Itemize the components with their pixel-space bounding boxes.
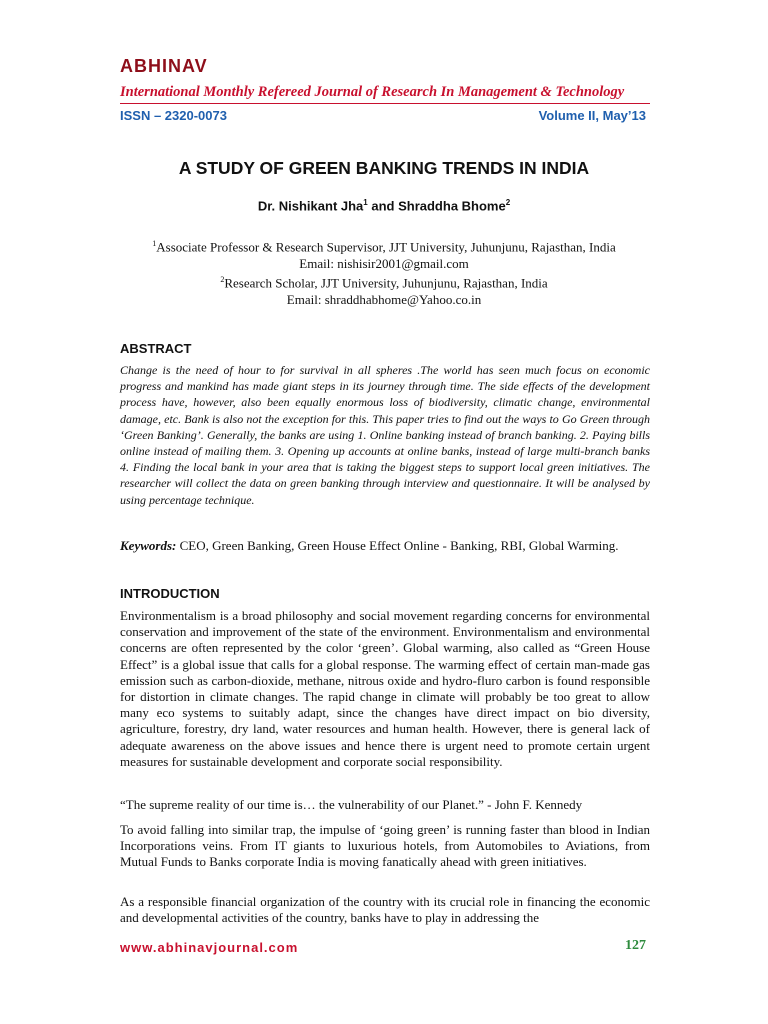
author-superscript: 1 <box>363 198 368 207</box>
affiliation-email[interactable] <box>0 292 768 309</box>
abstract-text: Change is the need of hour to for survival in all spheres .The world has seen much focus on economic progress and mankind has made giant steps in its journey through time. The side effects of the development process have, however, also been equally enormous loss of biodiversity, climatic change, environmental damage, etc. Bank is also not the exception for this. This paper tries to find out the ways to Go Green through ‘Green Banking’. Generally, the banks are using 1. Online banking instead of branch banking. 2. Paying bills online instead of mailing them. 3. Opening up accounts at online banks, instead of large multi-branch banks 4. Finding the local bank in your area that is taking the biggest steps to support local green initiatives. The researcher will collect the data on green banking through interview and questionnaire. It will be analysed by using percentage technique. <box>120 363 650 507</box>
author-name: Shraddha Bhome <box>398 198 506 214</box>
affiliation-email[interactable] <box>0 256 768 273</box>
affiliations <box>0 236 768 309</box>
affiliation-line <box>0 272 768 292</box>
author-separator: and <box>367 198 399 214</box>
affiliation-text[interactable]: Email: shraddhabhome@Yahoo.co.in <box>286 292 482 308</box>
article-title: A STUDY OF GREEN BANKING TRENDS IN INDIA <box>178 158 590 178</box>
affiliation-text[interactable]: Email: nishisir2001@gmail.com <box>299 255 469 271</box>
introduction-paragraph: As a responsible financial organization of the country with its crucial role in financing the economic and developmental activities of the country, banks have to play in addressing the <box>120 894 650 926</box>
introduction-paragraph: To avoid falling into similar trap, the impulse of ‘going green’ is running faster than blood in Indian Incorporations veins. From IT giants to luxurious hotels, from Automobiles to Aviations, from Mutual Funds to Banks corporate India is moving fanatically ahead with green initiatives. <box>120 822 650 870</box>
volume-issue: Volume II, May’13 <box>538 108 646 123</box>
keywords-text: CEO, Green Banking, Green House Effect Online - Banking, RBI, Global Warming. <box>176 538 619 553</box>
introduction-heading: INTRODUCTION <box>120 586 220 601</box>
affiliation-text: Research Scholar, JJT University, Juhunjunu, Rajasthan, India <box>224 275 548 291</box>
journal-subtitle: International Monthly Refereed Journal of Research In Management & Technology <box>120 84 650 104</box>
keywords-label: Keywords: <box>120 538 177 553</box>
author-superscript: 2 <box>505 198 511 207</box>
journal-url-link[interactable]: www.abhinavjournal.com <box>120 940 299 955</box>
affiliation-superscript: 2 <box>220 275 225 285</box>
affiliation-text: Associate Professor & Research Supervisor, JJT University, Juhunjunu, Rajasthan, India <box>156 239 616 255</box>
affiliation-line <box>0 236 768 256</box>
introduction-paragraph: Environmentalism is a broad philosophy and social movement regarding concerns for environmental conservation and improvement of the state of the environment. Environmentalism and environmental concerns are often represented by the color ‘green’. Global warming, also called as “Green House Effect” is a global issue that calls for a global response. The warming effect of certain man-made gas emission such as carbon-dioxide, methane, nitrous oxide and hydro-fluro carbon is found responsible for distortion in climate changes. The rapid change in climate will probably be too great to allow many eco systems to suitably adapt, since the changes have direct impact on bio diversity, agriculture, forestry, dry land, water resources and human health. However, there is general lack of adequate awareness on the above issues and hence there is urgent need to promote certain urgent measures for sustainable development and corporate social responsibility. <box>120 608 650 769</box>
journal-name: ABHINAV <box>120 56 208 76</box>
author-name: Dr. Nishikant Jha <box>257 198 364 214</box>
affiliation-superscript: 1 <box>152 239 157 248</box>
page-number: 127 <box>625 938 646 953</box>
author-line <box>0 198 768 213</box>
abstract-heading: ABSTRACT <box>120 341 192 356</box>
issn: ISSN – 2320-0073 <box>120 108 227 123</box>
kennedy-quote: “The supreme reality of our time is… the vulnerability of our Planet.” - John F. Kennedy <box>120 797 583 812</box>
keywords <box>120 538 650 554</box>
